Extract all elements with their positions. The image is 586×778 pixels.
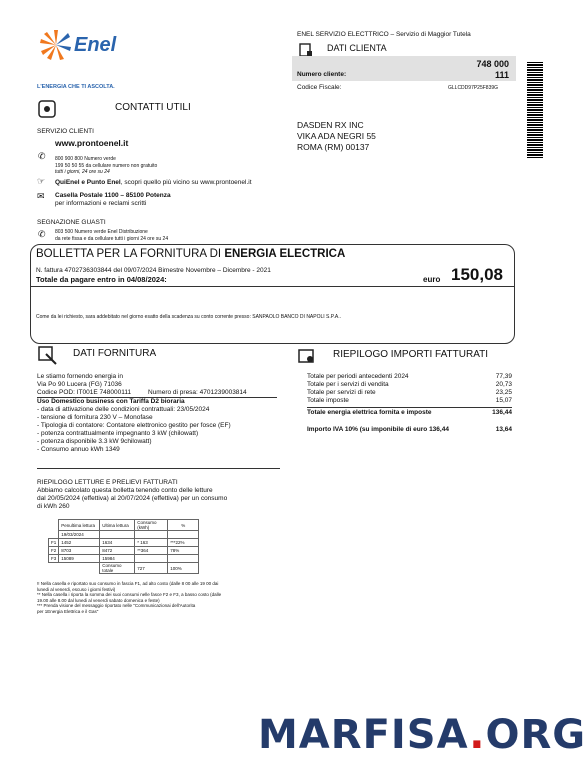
- payment-note: Come da lei richiesto, sara addebitato nel giorno esatto della scadenza su conto corrente presso: SANPAOLO BANCO DI NAPOLI S.P.A..: [36, 314, 341, 320]
- guasti-line: 803 500 Numero verde Enel Distribuzione: [55, 229, 148, 235]
- mail-block: [55, 192, 171, 208]
- customer-box: [292, 56, 516, 81]
- riepilogo-row: [307, 397, 512, 405]
- row-value: 20,73: [495, 381, 512, 388]
- riepilogo-title: RIEPILOGO IMPORTI FATTURATI: [333, 349, 489, 360]
- table-cell: **364: [135, 547, 168, 555]
- footnote: lunedi al venerdi, escuso i giorni festivi): [37, 586, 116, 592]
- plug-icon: [298, 347, 318, 365]
- table-cell: Consumo totale: [100, 563, 135, 574]
- title-prefix: BOLLETTA PER LA FORNITURA DI: [36, 248, 225, 260]
- table-cell: [49, 563, 59, 574]
- table-cell: * 163: [135, 539, 168, 547]
- address-line: ROMA (RM) 00137: [297, 142, 370, 152]
- row-value: 15,07: [495, 397, 512, 404]
- client-label: Numero cliente:: [297, 71, 347, 78]
- row-value: 77,39: [495, 373, 512, 380]
- watermark-tld: ORG: [485, 712, 586, 758]
- phone-line: tutti i giorni, 24 ore su 24: [55, 169, 110, 175]
- fornitura-line: Le stiamo fornendo energia in: [37, 373, 124, 380]
- pod-label: Codice POD: IT001E 748000111: [37, 389, 132, 396]
- shop-line: [55, 179, 252, 187]
- uso-line: Uso Domestico business con Tariffa D2 bioraria: [37, 398, 185, 405]
- row-label: Totale per servizi di rete: [307, 389, 376, 396]
- total-row-value: 136,44: [492, 409, 512, 416]
- footnote: 19.00 alle 8.00 dal lunedi al venerdi sabato domenica e feste): [37, 597, 160, 603]
- iva-row: [307, 426, 512, 434]
- mail-bold: Casella Postale 1100 – 85100 Potenza: [55, 192, 171, 199]
- address-line: DASDEN RX INC: [297, 120, 364, 130]
- letture-title: RIEPILOGO LETTURE E PRELIEVI FATTURATI: [37, 479, 178, 486]
- address-line: VIKA ADA NEGRI 55: [297, 131, 376, 141]
- table-cell: 8472: [100, 547, 135, 555]
- table-cell: 15984: [100, 555, 135, 563]
- footnote: !! Nella casella e riportato suo consumo in fascia F1, ad alto costo (dalle 8 00 alle 19 00 dai: [37, 581, 219, 586]
- table-cell: [168, 555, 199, 563]
- header-cell: Consumo (kWh): [135, 520, 168, 531]
- marfisa-watermark: [258, 712, 586, 758]
- table-cell: 100%: [168, 563, 199, 574]
- table-cell: [135, 555, 168, 563]
- header-cell: Penultima lettura: [59, 520, 100, 531]
- divider: [31, 286, 514, 287]
- table-cell: [59, 563, 100, 574]
- dati-cliente-title: DATI CLIENTA: [327, 43, 387, 53]
- servizio-label: SERVIZIO CLIENTI: [37, 128, 94, 135]
- letture-line: dal 20/05/2024 (effettiva) al 20/07/2024 (effettiva) per un consumo: [37, 495, 228, 502]
- header-cell: [49, 520, 59, 531]
- table-cell: 19/03/2024: [59, 531, 100, 539]
- table-cell: 8703: [59, 547, 100, 555]
- table-cell: F3: [49, 555, 59, 563]
- mail-icon: ✉: [37, 191, 45, 201]
- riepilogo-row: [307, 381, 512, 389]
- bolletta-title: [36, 248, 345, 260]
- riepilogo-row: [307, 373, 512, 381]
- letture-text: [37, 487, 227, 511]
- website-link[interactable]: www.prontoenel.it: [55, 138, 129, 148]
- slogan: L'ENERGIA CHE TI ASCOLTA.: [37, 84, 115, 90]
- table-cell: [100, 531, 135, 539]
- phone-hand-icon: [38, 100, 56, 118]
- fornitura-title: DATI FORNITURA: [73, 348, 157, 359]
- shop-bold: QuiEnel e Punto Enel: [55, 179, 121, 186]
- detail-line: - potenza disponibile 3.3 kW 9chilowatt): [37, 438, 152, 445]
- table-cell: 727: [135, 563, 168, 574]
- detail-line: - potenza contrattualmente impegnanto 3 kW (chilowatt): [37, 430, 199, 437]
- phone-block: [55, 156, 157, 176]
- letture-line: Abbiamo calcolato questa bolletta tenendo conto delle letture: [37, 487, 213, 494]
- riepilogo-total-row: [307, 409, 512, 417]
- table-header: [49, 520, 199, 531]
- mail-rest: per informazioni e reclami scritti: [55, 200, 147, 207]
- header-cell: %: [168, 520, 199, 531]
- bolletta-box: [30, 244, 515, 344]
- hand-icon: ☞: [37, 176, 46, 186]
- header-cell: Ultima lettura: [100, 520, 135, 531]
- presa-label: Numero di presa: 4701239003814: [148, 389, 247, 396]
- detail-line: - tensione di fornitura 230 V – Monofase: [37, 414, 153, 421]
- detail-line: - Tipologia di contatore: Contatore elettronico gestito per fosce (EF): [37, 422, 231, 429]
- company-name: ENEL SERVIZIO ELECTTRICO – Servizio di Maggior Tutela: [297, 31, 471, 38]
- table-cell: [168, 531, 199, 539]
- table-cell: F2: [49, 547, 59, 555]
- watermark-main: MARFISA: [258, 712, 470, 758]
- guasti-line: da rete fissa e da cellulare tutti i giorni 24 ore su 24: [55, 235, 169, 242]
- phone-icon: ✆: [38, 151, 46, 161]
- table-row: [49, 563, 199, 574]
- footnotes: [37, 581, 221, 614]
- barcode: [527, 62, 543, 158]
- table-row: [49, 531, 199, 539]
- iva-value: 13,64: [495, 426, 512, 433]
- table-cell: [49, 531, 59, 539]
- letture-table: [48, 519, 199, 574]
- table-cell: 15089: [59, 555, 100, 563]
- riepilogo-divider: [307, 407, 512, 408]
- fornitura-details: [37, 406, 231, 454]
- riepilogo-row: [307, 389, 512, 397]
- cf-label: Codice Fiscale:: [297, 84, 342, 91]
- arrow-box-icon: [38, 346, 58, 366]
- enel-wordmark: Enel: [74, 34, 117, 56]
- iva-label: Importo IVA 10% (su imponibile di euro 136,44: [307, 426, 449, 433]
- phone-icon: ✆: [38, 229, 46, 239]
- euro-label: euro: [423, 275, 441, 284]
- footnote: ** Nella casella i riporta la somma dei suoi consumi nelle fasce F2 e F3, a basso costo (dalle: [37, 592, 222, 597]
- table-row: [49, 539, 199, 547]
- table-cell: ***22%: [168, 539, 199, 547]
- row-label: Totale imposte: [307, 397, 349, 404]
- detail-line: - Consumo annuo kWh 1349: [37, 446, 120, 453]
- enel-flower-icon: [40, 28, 72, 62]
- fornitura-line: Via Po 90 Lucera (FG) 71036: [37, 381, 122, 388]
- footnote: *** Prenda visione del messaggio riportato nelle "Communicazionai dell'Autorita: [37, 603, 196, 608]
- row-label: Totale per periodi antecedenti 2024: [307, 373, 409, 380]
- address-block: [297, 120, 376, 153]
- guasti-block: [55, 229, 168, 242]
- total-label: Totale da pagare entro in 04/08/2024:: [36, 275, 167, 284]
- footnote: per 1Energia Elettrica e il Gas": [37, 608, 99, 614]
- watermark-dot: .: [469, 712, 486, 758]
- letture-line: di kWh 260: [37, 503, 70, 510]
- table-cell: 78%: [168, 547, 199, 555]
- fornitura-lines: [37, 373, 123, 389]
- table-cell: [135, 531, 168, 539]
- shop-rest: , scopri quello più vicino su www.prontoenel.it: [120, 179, 252, 186]
- client-top: 748 000: [476, 59, 509, 69]
- riepilogo-list: [307, 373, 512, 434]
- detail-line: - data di attivazione delle condizioni contrattuali: 23/05/2024: [37, 406, 210, 413]
- phone-line: 800 900 800 Numero verde: [55, 156, 116, 162]
- phone-line: 199 50 50 55 da cellulare numero non gratuito: [55, 162, 158, 169]
- row-label: Totale per i servizi di vendita: [307, 381, 389, 388]
- table-row: [49, 555, 199, 563]
- guasti-label: SEGNAZIONE GUASTI: [37, 219, 106, 226]
- total-row-label: Totale energia elettrica fornita e imposte: [307, 409, 432, 416]
- total-amount: 150,08: [451, 265, 503, 284]
- client-number: 111: [494, 70, 509, 80]
- section-divider: [37, 468, 280, 469]
- cf-value: GLLCDD97P25F839G: [448, 85, 499, 91]
- table-cell: F1: [49, 539, 59, 547]
- enel-logo: [40, 28, 130, 70]
- fattura-line: N. fattura 4702736303844 del 09/07/2024 Bimestre Novembre – Dicembre - 2021: [36, 267, 271, 274]
- table-cell: 1452: [59, 539, 100, 547]
- table-row: [49, 547, 199, 555]
- table-cell: 1634: [100, 539, 135, 547]
- contacts-title: CONTATTI UTILI: [115, 102, 191, 113]
- row-value: 23,25: [495, 389, 512, 396]
- title-bold: ENERGIA ELECTRICA: [224, 248, 346, 260]
